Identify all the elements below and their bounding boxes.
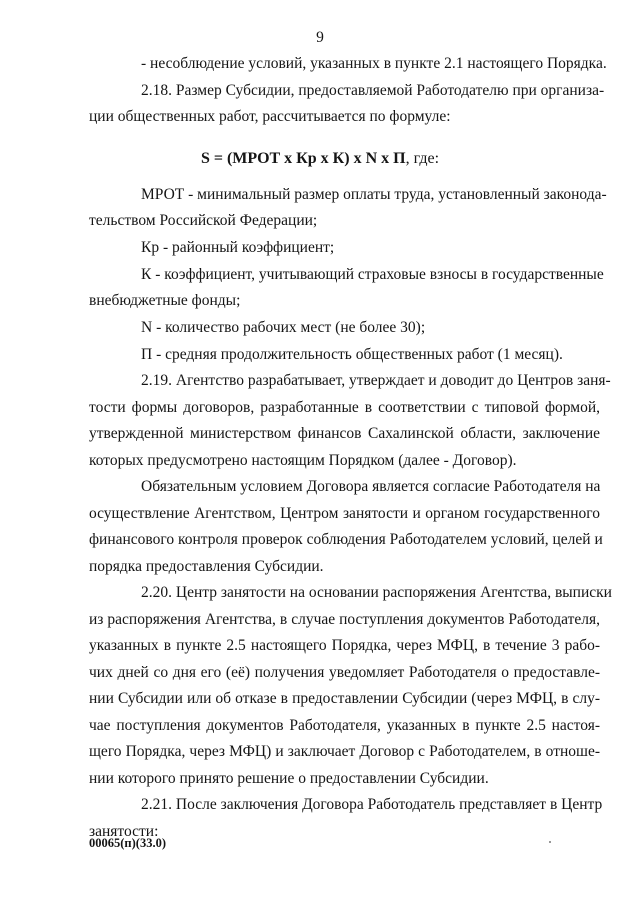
footer-code: 00065(п)(33.0) [89,836,166,850]
text-line: занятости: [89,823,159,840]
text-line: К - коэффициент, учитывающий страховые взносы в государственные [141,266,604,283]
formula-expression: S = (МРОТ х Кр х К) х N х П [200,150,406,167]
text-line: 2.18. Размер Субсидии, предоставляемой Работодателю при организа- [141,82,605,99]
text-line: Обязательным условием Договора является согласие Работодателя на [141,478,601,495]
text-line: из распоряжения Агентства, в случае поступления документов Работодателя, [89,611,600,628]
text-line: ции общественных работ, рассчитывается по формуле: [89,108,451,125]
text-line: 2.19. Агентство разрабатывает, утверждает и доводит до Центров заня- [141,372,611,389]
text-line: финансового контроля проверок соблюдения Работодателем условий, целей и [89,531,603,548]
text-line: МРОТ - минимальный размер оплаты труда, установленный законода- [141,186,607,203]
text-line: N - количество рабочих мест (не более 30); [141,319,426,336]
formula-suffix: , где: [405,150,440,167]
text-line: чих дней со дня его (её) получения уведомляет Работодателя о предоставле- [89,664,600,681]
text-line: порядка предоставления Субсидии. [89,558,324,575]
text-line: осуществление Агентством, Центром занятости и органом государственного [89,505,600,522]
scan-speck [549,841,551,843]
text-line: - несоблюдение условий, указанных в пункте 2.1 настоящего Порядка. [141,55,607,72]
text-line: нии Субсидии или об отказе в предоставлении Субсидии (через МФЦ, в слу- [89,690,600,707]
text-line: нии которого принято решение о предоставлении Субсидии. [89,770,489,787]
formula [0,150,640,168]
text-line: П - средняя продолжительность общественных работ (1 месяц). [141,346,563,363]
text-line: утвержденной министерством финансов Сахалинской области, заключение [89,425,600,442]
text-line: Кр - районный коэффициент; [141,239,335,256]
text-line: 2.20. Центр занятости на основании распоряжения Агентства, выписки [141,584,612,601]
text-line: указанных в пункте 2.5 настоящего Порядка, через МФЦ, в течение 3 рабо- [89,637,600,654]
page-number: 9 [316,29,324,46]
text-line: тости формы договоров, разработанные в соответствии с типовой формой, [89,399,600,416]
text-line: чае поступления документов Работодателя, указанных в пункте 2.5 настоя- [89,717,600,734]
text-line: внебюджетные фонды; [89,292,241,309]
text-line: которых предусмотрено настоящим Порядком (далее - Договор). [89,452,517,469]
text-line: щего Порядка, через МФЦ) и заключает Договор с Работодателем, в отноше- [89,743,600,760]
text-line: 2.21. После заключения Договора Работодатель представляет в Центр [141,796,603,813]
text-line: тельством Российской Федерации; [89,212,318,229]
